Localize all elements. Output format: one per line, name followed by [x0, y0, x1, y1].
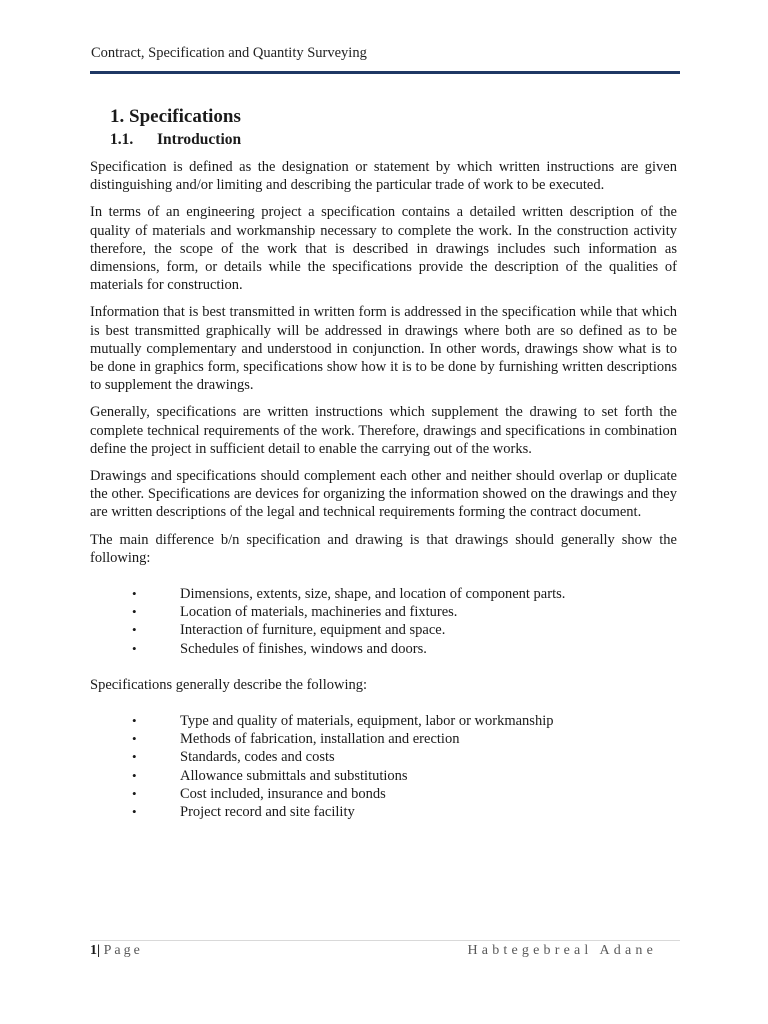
subsection-number: 1.1. [110, 131, 134, 148]
paragraph: The main difference b/n specification and drawing is that drawings should generally show the following: [90, 531, 677, 566]
paragraph: Specifications generally describe the following: [90, 676, 368, 693]
bullet-icon: • [132, 767, 137, 783]
paragraph: In terms of an engineering project a specification contains a detailed written description of the quality of materials and workmanship necessary to complete the work. In the construction activity therefore, the scope of the work that is described in drawings includes such information as dimensions, form, or details while the specifications provide the description of the qualities of materials for construction. [90, 204, 677, 294]
footer-rule [90, 940, 680, 941]
list-item: • Dimensions, extents, size, shape, and location of component parts. [132, 586, 566, 603]
list-item: • Location of materials, machineries and fixtures. [132, 604, 458, 621]
list-item: • Project record and site facility [132, 804, 355, 821]
running-header: Contract, Specification and Quantity Surveying [91, 45, 367, 61]
paragraph: Specification is defined as the designation or statement by which written instructions are given distinguishing and/or limiting and describing the particular trade of work to be executed. [90, 159, 677, 194]
drawings-list [90, 585, 677, 658]
page-body [90, 104, 677, 839]
bullet-icon: • [132, 622, 137, 638]
bullet-icon: • [132, 804, 137, 820]
bullet-icon: • [132, 713, 137, 729]
section-heading: 1. Specifications [110, 106, 241, 127]
list-item: • Cost included, insurance and bonds [132, 785, 386, 802]
bullet-icon: • [132, 749, 137, 765]
subsection-heading [110, 130, 677, 150]
paragraph: Generally, specifications are written instructions which supplement the drawing to set forth the complete technical requirements of the work. Therefore, drawings and specifications in combination define the project in sufficient detail to enable the carrying out of the works. [90, 404, 677, 457]
list-item: • Allowance submittals and substitutions [132, 767, 408, 784]
header-rule [90, 71, 680, 74]
list-item: • Methods of fabrication, installation and erection [132, 731, 460, 748]
list-item: • Interaction of furniture, equipment and space. [132, 622, 446, 639]
paragraph: Drawings and specifications should complement each other and neither should overlap or duplicate the other. Specifications are devices for organizing the information showed on the drawings and they are written descriptions of the legal and technical requirements forming the contract document. [90, 468, 677, 521]
bullet-icon: • [132, 586, 137, 602]
bullet-icon: • [132, 604, 137, 620]
list-item: • Standards, codes and costs [132, 749, 335, 766]
list-item: • Type and quality of materials, equipment, labor or workmanship [132, 713, 554, 730]
paragraph: Information that is best transmitted in written form is addressed in the specification while that which is best transmitted graphically will be addressed in drawings where both are so defined as to be mutually complementary and understood in conjunction. In other words, drawings show what is to be done in graphics form, specifications show how it is to be done by furnishing written descriptions to supplement the drawings. [90, 304, 677, 394]
footer-author: Habtegebreal Adane [467, 943, 657, 958]
bullet-icon: • [132, 731, 137, 747]
bullet-icon: • [132, 640, 137, 656]
page-number: 1| Page [90, 943, 143, 958]
list-item: • Schedules of finishes, windows and doors. [132, 640, 427, 657]
bullet-icon: • [132, 785, 137, 801]
subsection-title: Introduction [157, 131, 242, 148]
specifications-list [90, 712, 677, 821]
